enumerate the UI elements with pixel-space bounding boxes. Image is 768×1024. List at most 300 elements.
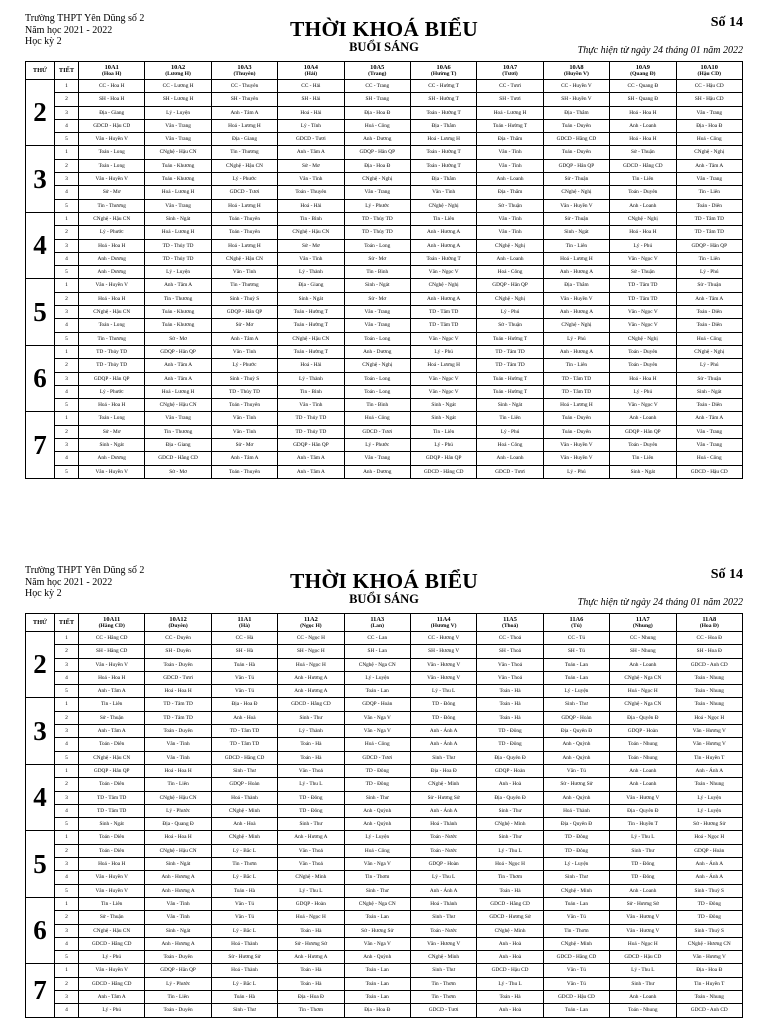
period-number: 1	[55, 831, 79, 844]
schedule-cell: Toán - Nhung	[610, 751, 676, 764]
schedule-cell: TD - Tâm TD	[145, 698, 211, 711]
schedule-cell: Anh - Tâm A	[676, 292, 742, 305]
schedule-cell: Sử - Thuận	[676, 372, 742, 385]
schedule-cell: Văn - Trang	[344, 452, 410, 465]
schedule-cell: TD - Thủy TD	[211, 385, 277, 398]
schedule-cell: Văn - Tú	[543, 964, 609, 977]
schedule-cell: SH - Lương H	[145, 93, 211, 106]
schedule-cell: TD - Tâm TD	[145, 711, 211, 724]
schedule-cell: SH - Trang	[344, 93, 410, 106]
schedule-cell: Sinh - Thư	[543, 698, 609, 711]
schedule-cell: Anh - Tâm A	[278, 146, 344, 159]
schedule-cell: Văn - Trang	[676, 425, 742, 438]
schedule-cell: Lý - Phước	[79, 385, 145, 398]
schedule-cell: Văn - Tình	[477, 226, 543, 239]
schedule-cell: TD - Thủy TD	[344, 212, 410, 225]
schedule-cell: Toán - Long	[344, 385, 410, 398]
schedule-cell: Sinh - Ngát	[410, 412, 476, 425]
schedule-cell: Toán - Duyên	[145, 725, 211, 738]
schedule-cell: Anh - Tâm A	[211, 106, 277, 119]
homeroom-teacher: (Lương H)	[165, 70, 191, 77]
table-row	[26, 425, 743, 438]
schedule-cell: CNghệ - Nghị	[610, 212, 676, 225]
schedule-cell: Tin - Huyền T	[676, 751, 742, 764]
schedule-cell: Hoá - Lương H	[410, 359, 476, 372]
schedule-cell: Hoá - Công	[344, 738, 410, 751]
timetable-table	[25, 61, 743, 479]
table-row	[26, 764, 743, 777]
schedule-cell: Toán - Hường T	[410, 106, 476, 119]
schedule-cell: Tin - Liên	[145, 778, 211, 791]
schedule-cell: TD - Đông	[344, 764, 410, 777]
schedule-cell: Toán - Nước	[410, 844, 476, 857]
class-name: 10A8	[569, 63, 584, 71]
schedule-cell: Sinh - Thư	[410, 751, 476, 764]
schedule-cell: Sinh - Thư	[477, 804, 543, 817]
schedule-cell: TD - Tâm TD	[477, 359, 543, 372]
schedule-cell: Toán - Nhung	[676, 778, 742, 791]
schedule-cell: Hoá - Ngọc H	[278, 911, 344, 924]
session-label: BUỔI SÁNG	[349, 592, 419, 606]
schedule-cell: Toán - Hường T	[278, 345, 344, 358]
schedule-cell: Tin - Bình	[278, 212, 344, 225]
class-name: 10A1	[104, 63, 119, 71]
schedule-cell: Toán - Hường T	[477, 119, 543, 132]
schedule-cell: Lý - Phước	[79, 226, 145, 239]
schedule-cell: TD - Đông	[278, 791, 344, 804]
schedule-cell: Hoá - Ngọc H	[610, 937, 676, 950]
schedule-cell: Lý - Phú	[543, 465, 609, 478]
schedule-cell: Sử - Hương Sử	[211, 951, 277, 964]
schedule-cell: Hoá - Hoa H	[79, 399, 145, 412]
period-number: 4	[55, 452, 79, 465]
schedule-cell: Toán - Lan	[344, 991, 410, 1004]
class-name: 10A4	[303, 63, 318, 71]
schedule-cell: Địa - Quyên Đ	[610, 711, 676, 724]
schedule-cell: Anh - Dương	[79, 266, 145, 279]
schedule-cell: Toán - Nước	[410, 831, 476, 844]
schedule-cell: Anh - Tâm A	[211, 452, 277, 465]
schedule-cell: CNghệ - Minh	[477, 818, 543, 831]
schedule-cell: Lý - Bắc L	[211, 844, 277, 857]
schedule-cell: Anh - Quỳnh	[543, 738, 609, 751]
schedule-cell: Địa - Hoa Đ	[278, 991, 344, 1004]
schedule-cell: CNghệ - Nghị	[543, 319, 609, 332]
timetable-sheet-2	[25, 565, 743, 1018]
schedule-cell: Toán - Thuyên	[211, 226, 277, 239]
schedule-cell: CC - Quang Đ	[610, 80, 676, 93]
schedule-cell: Toán - Lan	[543, 1004, 609, 1017]
schedule-cell: Sử - Thuận	[543, 173, 609, 186]
schedule-cell: Văn - Tình	[477, 159, 543, 172]
table-row	[26, 226, 743, 239]
class-name: 10A9	[635, 63, 650, 71]
class-header	[211, 614, 277, 632]
schedule-cell: GDQP - Hoàn	[344, 698, 410, 711]
period-number: 1	[55, 632, 79, 645]
schedule-cell: GDQP - Hoàn	[278, 897, 344, 910]
column-header-thu: THỨ	[26, 62, 55, 80]
schedule-cell: CNghệ - Hậu CN	[211, 252, 277, 265]
schedule-cell: Sinh - Ngát	[610, 465, 676, 478]
schedule-cell: GDCD - Tươi	[410, 1004, 476, 1017]
schedule-cell: Lý - Phú	[79, 1004, 145, 1017]
class-header	[79, 62, 145, 80]
schedule-cell: Hoá - Lương H	[145, 186, 211, 199]
schedule-cell: Anh - Hương A	[278, 831, 344, 844]
schedule-cell: GDCD - Anh CD	[676, 1004, 742, 1017]
schedule-cell: Sử - Mơ	[344, 292, 410, 305]
schedule-cell: Anh - Tâm A	[211, 332, 277, 345]
schedule-cell: Lý - Luyện	[676, 804, 742, 817]
schedule-cell: Anh - Hương A	[543, 345, 609, 358]
schedule-cell: GDQP - Hân QP	[145, 964, 211, 977]
schedule-cell: Sinh - Thư	[410, 911, 476, 924]
class-name: 11A4	[436, 615, 451, 623]
schedule-cell: Sinh - Ngát	[344, 279, 410, 292]
schedule-cell: Hoá - Lương H	[543, 399, 609, 412]
schedule-cell: Anh - Tâm A	[278, 452, 344, 465]
schedule-cell: Tin - Liên	[410, 212, 476, 225]
table-row	[26, 738, 743, 751]
period-number: 5	[55, 465, 79, 478]
schedule-cell: Lý - Tính	[278, 119, 344, 132]
schedule-cell: GDCD - Hằng CD	[278, 698, 344, 711]
schedule-cell: Lý - Phước	[211, 359, 277, 372]
schedule-cell: Văn - Huyền V	[543, 439, 609, 452]
schedule-cell: Toán - Nhung	[676, 671, 742, 684]
class-name: 11A8	[702, 615, 717, 623]
schedule-cell: Sinh - Thư	[610, 844, 676, 857]
period-number: 5	[55, 884, 79, 897]
schedule-cell: SH - Hà	[211, 645, 277, 658]
class-header	[676, 62, 742, 80]
schedule-cell: Văn - Huyền V	[79, 465, 145, 478]
class-header	[543, 614, 609, 632]
schedule-cell: CNghệ - Hậu CN	[79, 212, 145, 225]
schedule-cell: Hoá - Lương H	[211, 239, 277, 252]
schedule-cell: Toán - Hà	[477, 698, 543, 711]
class-name: 11A1	[237, 615, 252, 623]
sheet-header	[25, 13, 743, 61]
schedule-cell: GDQP - Hân QP	[344, 146, 410, 159]
period-number: 5	[55, 685, 79, 698]
schedule-cell: GDQP - Hân QP	[676, 239, 742, 252]
schedule-cell: SH - Hải	[278, 93, 344, 106]
schedule-cell: TD - Đông	[543, 831, 609, 844]
schedule-cell: TD - Tâm TD	[543, 385, 609, 398]
schedule-cell: Văn - Nga V	[344, 711, 410, 724]
schedule-cell: CNghệ - Hậu CN	[278, 332, 344, 345]
schedule-cell: Anh - Dương	[79, 452, 145, 465]
schedule-cell: Toán - Lan	[344, 685, 410, 698]
schedule-cell: CC - Lan	[344, 632, 410, 645]
schedule-cell: Toán - Diên	[79, 831, 145, 844]
schedule-cell: Văn - Hương V	[410, 658, 476, 671]
table-row	[26, 1004, 743, 1017]
schedule-cell: Văn - Ngọc V	[610, 399, 676, 412]
schedule-cell: Anh - Quỳnh	[543, 751, 609, 764]
table-row	[26, 186, 743, 199]
period-number: 2	[55, 911, 79, 924]
schedule-cell: CC - Lương H	[145, 80, 211, 93]
schedule-cell: Anh - Quỳnh	[344, 818, 410, 831]
schedule-cell: CNghệ - Hậu CN	[79, 306, 145, 319]
schedule-cell: TD - Tâm TD	[410, 319, 476, 332]
schedule-cell: Toán - Duyên	[610, 439, 676, 452]
schedule-cell: Toán - Diên	[676, 306, 742, 319]
schedule-cell: Địa - Quyên Đ	[477, 751, 543, 764]
schedule-cell: CC - Hậu CD	[676, 80, 742, 93]
schedule-cell: Lý - Phước	[145, 804, 211, 817]
table-row	[26, 465, 743, 478]
schedule-cell: Hoá - Lương H	[145, 385, 211, 398]
period-number: 5	[55, 332, 79, 345]
period-number: 5	[55, 133, 79, 146]
schedule-cell: Tin - Thơm	[543, 924, 609, 937]
table-row	[26, 632, 743, 645]
homeroom-teacher: (Hải)	[304, 70, 318, 77]
schedule-cell: Tin - Liên	[543, 359, 609, 372]
schedule-cell: Toán - Long	[344, 372, 410, 385]
schedule-cell: Lý - Phú	[676, 266, 742, 279]
schedule-cell: Lý - Phú	[676, 359, 742, 372]
schedule-cell: GDCD - Hậu CD	[477, 964, 543, 977]
schedule-cell: Anh - Dương	[344, 465, 410, 478]
class-header	[278, 62, 344, 80]
schedule-cell: Tin - Bình	[278, 385, 344, 398]
schedule-cell: Hoá - Thành	[211, 937, 277, 950]
schedule-cell: GDCD - Tươi	[145, 671, 211, 684]
period-number: 4	[55, 385, 79, 398]
schedule-cell: Tin - Thương	[145, 292, 211, 305]
table-row	[26, 685, 743, 698]
table-row	[26, 751, 743, 764]
schedule-cell: Hoá - Hải	[278, 359, 344, 372]
page-title: THỜI KHOÁ BIỂU	[290, 569, 478, 593]
homeroom-teacher: (Tươi)	[502, 70, 518, 77]
table-row	[26, 199, 743, 212]
schedule-cell: Tin - Thương	[211, 279, 277, 292]
schedule-cell: SH - Hương V	[410, 645, 476, 658]
table-row	[26, 871, 743, 884]
schedule-cell: Lý - Thu L	[610, 831, 676, 844]
homeroom-teacher: (Quang Đ)	[630, 70, 656, 77]
schedule-cell: CNghệ - Nga CN	[344, 897, 410, 910]
schedule-cell: Anh - Loanh	[610, 119, 676, 132]
schedule-cell: Toán - Nhung	[676, 698, 742, 711]
schedule-cell: CC - Duyên	[145, 632, 211, 645]
schedule-cell: Lý - Thu L	[410, 871, 476, 884]
schedule-cell: Địa - Thắm	[477, 186, 543, 199]
schedule-cell: Toán - Long	[344, 332, 410, 345]
schedule-cell: Sinh - Thư	[477, 831, 543, 844]
schedule-cell: SH - Hậu CD	[676, 93, 742, 106]
schedule-cell: Toán - Hà	[278, 977, 344, 990]
schedule-cell: SH - Hoa H	[79, 93, 145, 106]
schedule-cell: Anh - Hương A	[145, 884, 211, 897]
table-row	[26, 671, 743, 684]
schedule-cell: Toán - Khương	[145, 159, 211, 172]
schedule-cell: Toán - Thuyên	[211, 399, 277, 412]
schedule-cell: TD - Đông	[477, 738, 543, 751]
schedule-cell: Toán - Khương	[145, 319, 211, 332]
schedule-cell: Văn - Hương V	[410, 671, 476, 684]
schedule-cell: Lý - Phú	[79, 951, 145, 964]
table-row	[26, 119, 743, 132]
schedule-cell: Anh - Loanh	[610, 412, 676, 425]
schedule-cell: GDQP - Hoàn	[477, 764, 543, 777]
schedule-cell: GDCD - Hậu CD	[676, 465, 742, 478]
class-name: 10A7	[502, 63, 518, 71]
schedule-cell: Sinh - Thư	[278, 711, 344, 724]
school-year: Năm học 2021 - 2022	[25, 24, 113, 36]
period-number: 4	[55, 1004, 79, 1017]
schedule-cell: Văn - Trang	[676, 439, 742, 452]
schedule-cell: CNghệ - Nghị	[344, 173, 410, 186]
schedule-cell: Toán - Duyên	[145, 951, 211, 964]
class-name: 10A5	[370, 63, 385, 71]
schedule-cell: TD - Thủy TD	[79, 359, 145, 372]
schedule-cell: CC - Hường T	[410, 80, 476, 93]
table-row	[26, 412, 743, 425]
schedule-cell: Hoá - Hoa H	[145, 764, 211, 777]
schedule-cell: Hoá - Ngọc H	[676, 711, 742, 724]
schedule-cell: Anh - Loanh	[477, 173, 543, 186]
header-row	[26, 614, 743, 632]
schedule-cell: Hoá - Hoa H	[145, 685, 211, 698]
schedule-cell: Văn - Nga V	[344, 858, 410, 871]
table-row	[26, 884, 743, 897]
table-row	[26, 951, 743, 964]
schedule-cell: Hoá - Hải	[278, 106, 344, 119]
homeroom-teacher: (Tú)	[571, 622, 582, 629]
schedule-cell: Sinh - Ngát	[543, 226, 609, 239]
schedule-cell: Địa - Thắm	[543, 106, 609, 119]
table-row	[26, 858, 743, 871]
schedule-cell: Toán - Hà	[278, 738, 344, 751]
schedule-cell: Anh - Loanh	[610, 884, 676, 897]
schedule-cell: GDQP - Hân QP	[477, 279, 543, 292]
schedule-cell: Lý - Phú	[477, 425, 543, 438]
schedule-cell: Văn - Huyền V	[543, 452, 609, 465]
class-header	[676, 614, 742, 632]
schedule-cell: Tin - Liên	[676, 186, 742, 199]
session-label: BUỔI SÁNG	[349, 40, 419, 54]
schedule-cell: Toán - Long	[79, 159, 145, 172]
schedule-cell: TD - Tâm TD	[211, 725, 277, 738]
schedule-cell: Lý - Thành	[278, 725, 344, 738]
schedule-cell: CNghệ - Nghị	[410, 279, 476, 292]
schedule-cell: Văn - Ngọc V	[610, 319, 676, 332]
schedule-cell: GDCD - Hậu CD	[79, 119, 145, 132]
table-row	[26, 818, 743, 831]
schedule-cell: Anh - Loanh	[610, 658, 676, 671]
schedule-cell: Toán - Duyên	[543, 412, 609, 425]
schedule-cell: Sinh - Thư	[543, 871, 609, 884]
schedule-cell: TD - Tâm TD	[676, 226, 742, 239]
class-header	[344, 62, 410, 80]
schedule-cell: Sinh - Thuỳ S	[676, 884, 742, 897]
period-number: 2	[55, 226, 79, 239]
homeroom-teacher: (Lan)	[370, 622, 384, 629]
day-label: 5	[26, 831, 55, 897]
schedule-cell: GDQP - Hân QP	[543, 159, 609, 172]
period-number: 2	[55, 159, 79, 172]
schedule-cell: Văn - Hương V	[676, 725, 742, 738]
schedule-cell: Văn - Tình	[145, 897, 211, 910]
schedule-cell: TD - Tâm TD	[610, 292, 676, 305]
schedule-cell: Hoá - Hoa H	[610, 133, 676, 146]
schedule-cell: Tin - Huyền T	[610, 818, 676, 831]
schedule-cell: CNghệ - Hậu CN	[145, 399, 211, 412]
schedule-cell: Toán - Long	[79, 412, 145, 425]
schedule-cell: Văn - Tình	[145, 738, 211, 751]
schedule-cell: GDCD - Hằng CD	[145, 452, 211, 465]
schedule-cell: Lý - Thu L	[278, 884, 344, 897]
period-number: 5	[55, 818, 79, 831]
schedule-cell: GDCD - Hậu CD	[543, 991, 609, 1004]
schedule-cell: GDCD - Hằng CD	[543, 951, 609, 964]
schedule-cell: Anh - Hương A	[278, 671, 344, 684]
schedule-cell: Sử - Hương Sử	[410, 791, 476, 804]
schedule-cell: Sử - Mơ	[278, 159, 344, 172]
homeroom-teacher: (Thoả)	[501, 622, 519, 629]
schedule-cell: SH - Nhung	[610, 645, 676, 658]
schedule-cell: Văn - Tú	[211, 897, 277, 910]
page-title: THỜI KHOÁ BIỂU	[290, 17, 478, 41]
schedule-cell: Toán - Hà	[477, 991, 543, 1004]
homeroom-teacher: (Hậu CD)	[697, 70, 721, 77]
schedule-cell: Hoá - Công	[344, 412, 410, 425]
table-row	[26, 911, 743, 924]
schedule-cell: Văn - Ngọc V	[410, 266, 476, 279]
schedule-cell: Lý - Phú	[410, 345, 476, 358]
schedule-cell: GDCD - Hằng CD	[79, 937, 145, 950]
schedule-cell: Sinh - Ngát	[477, 399, 543, 412]
schedule-cell: Hoá - Lương H	[410, 133, 476, 146]
homeroom-teacher: (Hường T)	[430, 70, 457, 77]
schedule-cell: TD - Tâm TD	[543, 372, 609, 385]
schedule-cell: Địa - Quyên Đ	[610, 804, 676, 817]
school-name: Trường THPT Yên Dũng số 2	[25, 565, 145, 576]
schedule-cell: Lý - Luyện	[145, 266, 211, 279]
schedule-cell: Hoá - Hoa H	[79, 671, 145, 684]
schedule-cell: CNghệ - Hậu CN	[79, 924, 145, 937]
table-row	[26, 359, 743, 372]
schedule-cell: CC - Hà	[211, 632, 277, 645]
table-row	[26, 658, 743, 671]
period-number: 1	[55, 345, 79, 358]
class-header	[344, 614, 410, 632]
schedule-cell: CC - Hằng CD	[79, 632, 145, 645]
schedule-cell: Toán - Hường T	[477, 372, 543, 385]
homeroom-teacher: (Hương V)	[430, 622, 457, 629]
school-term: Học kỳ 2	[25, 588, 62, 599]
schedule-cell: Anh - Hoà	[211, 818, 277, 831]
schedule-cell: Sử - Mơ	[145, 332, 211, 345]
schedule-cell: Văn - Tình	[145, 751, 211, 764]
schedule-cell: CNghệ - Minh	[211, 804, 277, 817]
schedule-cell: Lý - Phú	[610, 385, 676, 398]
schedule-cell: Địa - Giang	[145, 439, 211, 452]
period-number: 5	[55, 951, 79, 964]
schedule-cell: CNghệ - Hậu CN	[145, 791, 211, 804]
day-label: 4	[26, 764, 55, 830]
period-number: 1	[55, 698, 79, 711]
schedule-cell: Địa - Quyên Đ	[543, 818, 609, 831]
schedule-cell: GDCD - Hương Sử	[477, 911, 543, 924]
